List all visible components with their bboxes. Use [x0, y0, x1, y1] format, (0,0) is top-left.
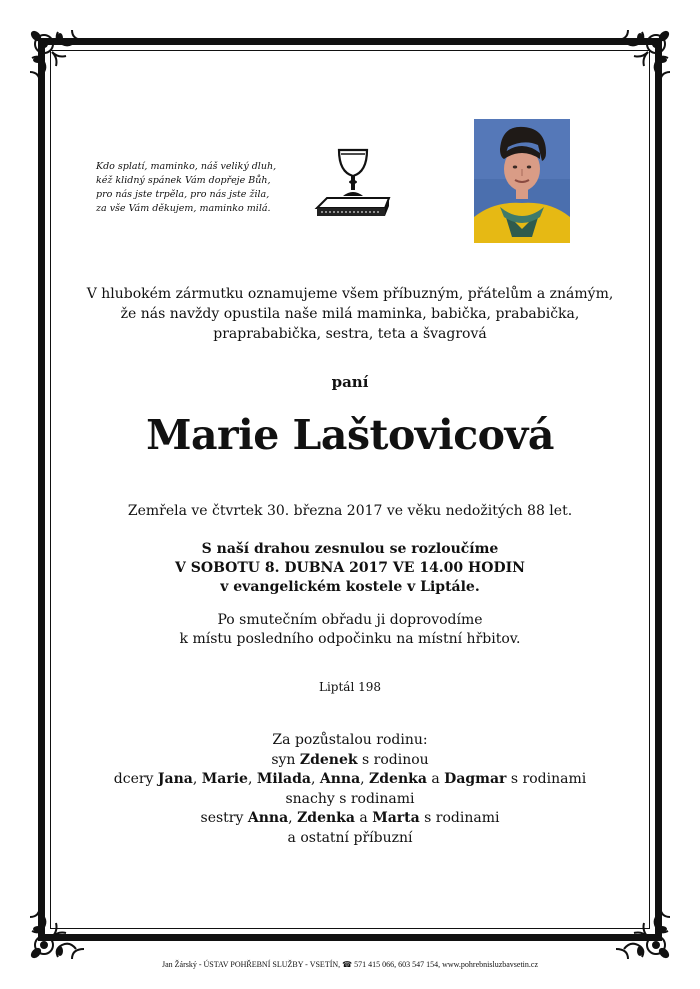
daughter-name: Jana [157, 771, 193, 787]
poem-line: Kdo splatí, maminko, náš veliký dluh, [96, 161, 277, 172]
daughter-name: Dagmar [444, 771, 507, 787]
chalice-on-bible-icon [313, 146, 393, 226]
announcement-line: V hlubokém zármutku oznamujeme všem příbuzným, přátelům a známým, [86, 286, 614, 302]
floral-corner-bottom-left-icon [28, 903, 86, 961]
ceremony-line: v evangelickém kostele v Liptále. [220, 579, 480, 595]
daughters-suffix: s rodinami [506, 771, 587, 787]
family-son-line [60, 751, 640, 771]
poem-line: za vše Vám děkujem, maminko milá. [96, 203, 271, 214]
floral-corner-top-right-icon [614, 28, 672, 86]
family-daughters-line [60, 770, 640, 790]
ceremony-details [60, 540, 640, 597]
daughter-name: Marie [201, 771, 248, 787]
separator: , [360, 771, 370, 787]
sister-name: Anna [247, 810, 289, 826]
salutation: paní [331, 373, 369, 391]
family-daughters-in-law-line: snachy s rodinami [285, 790, 415, 807]
death-notice: Zemřela ve čtvrtek 30. března 2017 ve věku nedožitých 88 let. [127, 503, 573, 519]
daughter-name: Anna [319, 771, 361, 787]
announcement-line: praprababička, sestra, teta a švagrová [213, 326, 487, 342]
daughter-name: Zdenka [369, 771, 427, 787]
burial-details [60, 611, 640, 649]
daughter-name: Milada [256, 771, 311, 787]
son-suffix: s rodinou [357, 751, 429, 768]
daughters-prefix: dcery [113, 771, 158, 787]
separator: , [192, 771, 202, 787]
sisters-prefix: sestry [200, 810, 248, 826]
burial-line: k místu posledního odpočinku na místní hřbitov. [179, 631, 521, 647]
poem-line: pro nás jste trpěla, pro nás jste žila, [96, 189, 270, 200]
family-heading: Za pozůstalou rodinu: [272, 732, 428, 748]
burial-line: Po smutečním obřadu ji doprovodíme [217, 612, 483, 628]
sisters-suffix: s rodinami [419, 810, 500, 826]
announcement-text [60, 284, 640, 344]
ceremony-line: S naší drahou zesnulou se rozloučíme [201, 541, 499, 557]
poem-line: kéž klidný spánek Vám dopřeje Bůh, [96, 175, 271, 186]
separator: , [310, 771, 320, 787]
separator: , [247, 771, 257, 787]
sister-name: Zdenka [297, 810, 355, 826]
address: Liptál 198 [318, 680, 382, 694]
family-others-line: a ostatní příbuzní [287, 829, 413, 846]
conjunction: a [426, 771, 445, 787]
separator: , [288, 810, 298, 826]
conjunction: a [354, 810, 373, 826]
son-name: Zdenek [299, 751, 358, 768]
son-prefix: syn [271, 751, 300, 768]
floral-corner-bottom-right-icon [614, 903, 672, 961]
deceased-name: Marie Laštovicová [146, 411, 554, 459]
family-list [60, 731, 640, 848]
sister-name: Marta [372, 810, 420, 826]
portrait-photo [474, 119, 570, 243]
family-sisters-line [60, 809, 640, 829]
memorial-poem [96, 160, 306, 216]
funeral-service-footer: Jan Žárský - ÚSTAV POHŘEBNÍ SLUŽBY - VSETÍN, ☎ 571 415 066, 603 547 154, www.pohrebnisluzbavsetin.cz [161, 960, 539, 969]
ceremony-line: V SOBOTU 8. DUBNA 2017 VE 14.00 HODIN [175, 560, 525, 576]
floral-corner-top-left-icon [28, 28, 86, 86]
announcement-line: že nás navždy opustila naše milá maminka, babička, prababička, [120, 306, 580, 322]
